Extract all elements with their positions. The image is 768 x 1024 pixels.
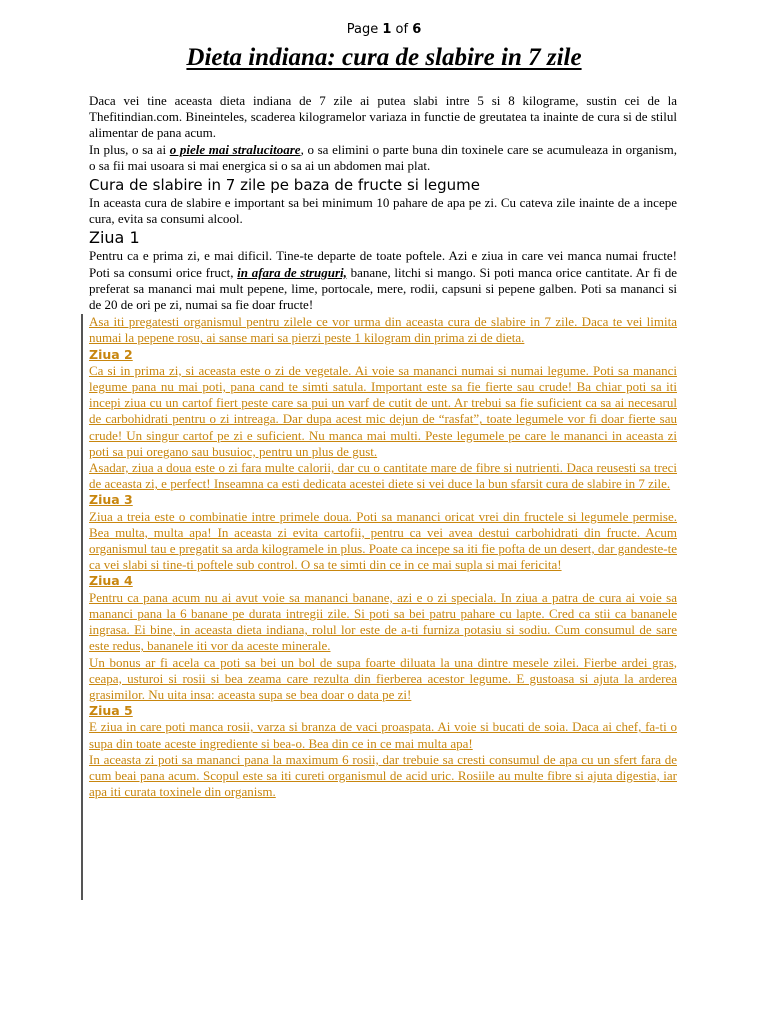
day1-text-before: Pentru ca e prima zi, e mai dificil. Tine-te departe de toate poftele. Azi e ziua in care vei manca numai fructe! Poti sa consumi orice fruct, [89, 248, 677, 280]
section-paragraph: In aceasta cura de slabire e important sa bei minimum 10 pahare de apa pe zi. Cu cateva zile inainte de a incepe cura, evita sa consumi alcool. [89, 195, 677, 227]
day5-heading: Ziua 5 [89, 703, 133, 719]
page-total: 6 [412, 22, 422, 37]
emphasized-phrase: o piele mai stralucitoare [169, 141, 301, 157]
day2-paragraph-1: Ca si in prima zi, si aceasta este o zi de vegetale. Ai voie sa mananci numai si numai legume. Poti sa mananci legume pana nu mai poti, pana cand te simti satula. Important este sa fie fierte sau crude! Ba chiar poti sa iti incepi ziua cu un cartof fiert peste care sa pui un varf de cutit de unt. Ar trebui sa fie suficient ca sa ai necesarul de carbohidrati pentru o zi intreaga. Dar dupa acest mic dejun de “rasfat”, toate legumele vor fi doar fierte sau crude! Un singur cartof pe zi e suficient. Nu manca mai multi. Peste legumele pe care le mananci in aceasta zi poti sa pui oregano sau busuioc, pentru un plus de gust. [89, 362, 677, 459]
intro-text-after: , o sa elimini o parte buna din toxinele care se acumuleaza in organism, o sa fii mai usoara si mai energica si o sa ai un abdomen mai plat. [89, 141, 677, 173]
day1-revised-paragraph: Asa iti pregatesti organismul pentru zilele ce vor urma din aceasta cura de slabire in 7 zile. Daca te vei limita numai la pepene rosu, ai sanse mari sa pierzi peste 1 kilogram din prima zi de dieta. [89, 314, 677, 346]
day1-paragraph [89, 248, 677, 313]
day5-paragraph-2: In aceasta zi poti sa mananci pana la maximum 6 rosii, dar trebuie sa cresti consumul de apa cu un sfert fara de cum beai pana acum. Scopul este sa iti cureti organismul de acid uric. Rosiile au multe fibre si ajuta digestia, iar apa iti curata toxinele din organism. [89, 751, 677, 800]
section-heading: Cura de slabire in 7 zile pe baza de fructe si legume [89, 176, 480, 195]
day5-paragraph-1: E ziua in care poti manca rosii, varza si branza de vaci proaspata. Ai voie si bucati de soia. Daca ai chef, fa-ti o supa din toate aceste ingrediente si bea-o. Bea din ce in ce mai multa apa! [89, 719, 677, 751]
page-word: Page [346, 22, 379, 37]
document-title: Dieta indiana: cura de slabire in 7 zile [186, 44, 582, 71]
day3-paragraph: Ziua a treia este o combinatie intre primele doua. Poti sa mananci oricat vrei din fructele si legumele permise. Bea multa, multa apa! In aceasta zi evita cartofii, pentru ca vei avea destui carbohidrati din fructe. Acum organismul tau e pregatit sa arda kilogramele in plus. Poate ca incepe sa iti fie pofta de un desert, dar gandeste-te ca vei slabi si tine-ti poftele sub control. O sa te simti din ce in ce mai supla si mai fericita! [89, 508, 677, 573]
day1-text-after: banane, litchi si mango. Si poti manca orice cantitate. Ar fi de preferat sa mananci mai mult pepene, lime, portocale, mere, rodii, capsuni si pepene galben. Poti sa mananci si de 20 de ori pe zi, numai sa fie doar fructe! [89, 264, 677, 313]
page-current: 1 [382, 22, 392, 37]
page-indicator [0, 22, 768, 37]
document-body [89, 93, 677, 800]
day4-paragraph-1: Pentru ca pana acum nu ai avut voie sa mananci banane, azi e o zi speciala. In ziua a patra de cura ai voie sa mananci pana la 6 banane pe durata intregii zile. Si poti sa bei patru pahare cu lapte. Cred ca stii ca bananele ingrasa. Ei bine, in aceasta dieta indiana, rolul lor este de a-ti furniza potasiu si sodiu. Cum consumul de sare este redus, bananele iti vor da aceste minerale. [89, 589, 677, 654]
intro-text-before: In plus, o sa ai [89, 141, 170, 157]
day2-paragraph-2: Asadar, ziua a doua este o zi fara multe calorii, dar cu o cantitate mare de fibre si nutrienti. Daca reusesti sa treci de aceasta zi, e perfect! Inseamna ca esti dedicata acestei diete si vei duce la bun sfarsit cura de slabire in 7 zile. [89, 460, 677, 492]
day1-heading: Ziua 1 [89, 228, 140, 248]
intro-paragraph-2 [89, 142, 677, 174]
page-of: of [395, 22, 409, 37]
revision-bar [81, 314, 83, 900]
intro-paragraph: Daca vei tine aceasta dieta indiana de 7 zile ai putea slabi intre 5 si 8 kilograme, sustin cei de la Thefitindian.com. Bineinteles, scaderea kilogramelor variaza in functie de greutatea ta inainte de cura si de stilul alimentar de pana acum. [89, 93, 677, 141]
tracked-changes-block [89, 314, 677, 800]
day3-heading: Ziua 3 [89, 492, 133, 508]
day1-emphasized: in afara de struguri, [237, 264, 347, 280]
day4-heading: Ziua 4 [89, 573, 133, 589]
day4-paragraph-2: Un bonus ar fi acela ca poti sa bei un bol de supa foarte diluata la una dintre mesele zilei. Fierbe ardei gras, ceapa, usturoi si rosii si bea zeama care rezulta din fierberea acestor legume. E gustoasa si ajuta la arderea grasimilor. Nu uita insa: aceasta supa se bea doar o data pe zi! [89, 654, 677, 702]
day2-heading: Ziua 2 [89, 346, 133, 362]
